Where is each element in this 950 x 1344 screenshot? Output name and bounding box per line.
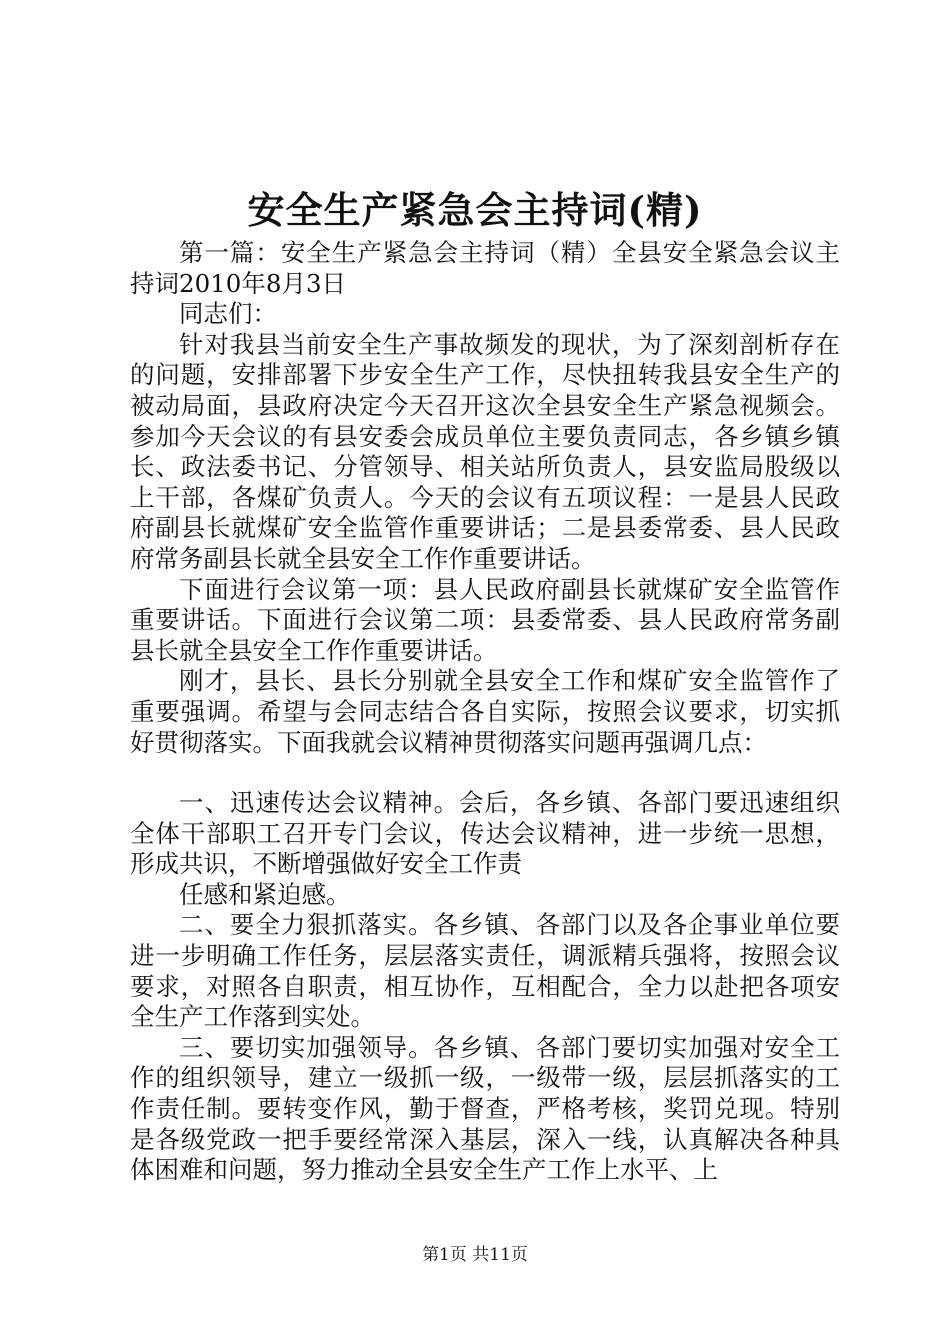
- paragraph-agenda: 下面进行会议第一项：县人民政府副县长就煤矿安全监管作重要讲话。下面进行会议第二项：县委常委、县人民政府常务副县长就全县安全工作作重要讲话。: [130, 574, 840, 665]
- paragraph-point-two: 二、要全力狠抓落实。各乡镇、各部门以及各企事业单位要进一步明确工作任务，层层落实责任，调派精兵强将，按照会议要求，对照各自职责，相互协作，互相配合，全力以赴把各项安全生产工作落到实处。: [130, 910, 840, 1032]
- document-body: [130, 238, 840, 1186]
- paragraph-point-one-continued: 任感和紧迫感。: [179, 879, 351, 909]
- paragraph-salutation: 同志们：: [179, 299, 277, 329]
- paragraph-intro: 第一篇：安全生产紧急会主持词（精）全县安全紧急会议主持词2010年8月3日: [130, 238, 840, 298]
- document-title: 安全生产紧急会主持词(精): [247, 188, 703, 232]
- paragraph-opening: 针对我县当前安全生产事故频发的现状，为了深刻剖析存在的问题，安排部署下步安全生产工作，尽快扭转我县安全生产的被动局面，县政府决定今天召开这次全县安全生产紧急视频会。参加今天会议的有县安委会成员单位主要负责同志，各乡镇乡镇长、政法委书记、分管领导、相关站所负责人，县安监局股级以上干部，各煤矿负责人。今天的会议有五项议程：一是县人民政府副县长就煤矿安全监管作重要讲话；二是县委常委、县人民政府常务副县长就全县安全工作作重要讲话。: [130, 329, 840, 573]
- page-number-footer: 第1页 共11页: [422, 1245, 528, 1265]
- paragraph-summary: 刚才，县长、县长分别就全县安全工作和煤矿安全监管作了重要强调。希望与会同志结合各自实际，按照会议要求，切实抓好贯彻落实。下面我就会议精神贯彻落实问题再强调几点：: [130, 666, 840, 757]
- paragraph-point-one: 一、迅速传达会议精神。会后，各乡镇、各部门要迅速组织全体干部职工召开专门会议，传达会议精神，进一步统一思想，形成共识，不断增强做好安全工作责: [130, 788, 840, 879]
- paragraph-point-three: 三、要切实加强领导。各乡镇、各部门要切实加强对安全工作的组织领导，建立一级抓一级，一级带一级，层层抓落实的工作责任制。要转变作风，勤于督查，严格考核，奖罚兑现。特别是各级党政一把手要经常深入基层，深入一线，认真解决各种具体困难和问题，努力推动全县安全生产工作上水平、上: [130, 1032, 840, 1185]
